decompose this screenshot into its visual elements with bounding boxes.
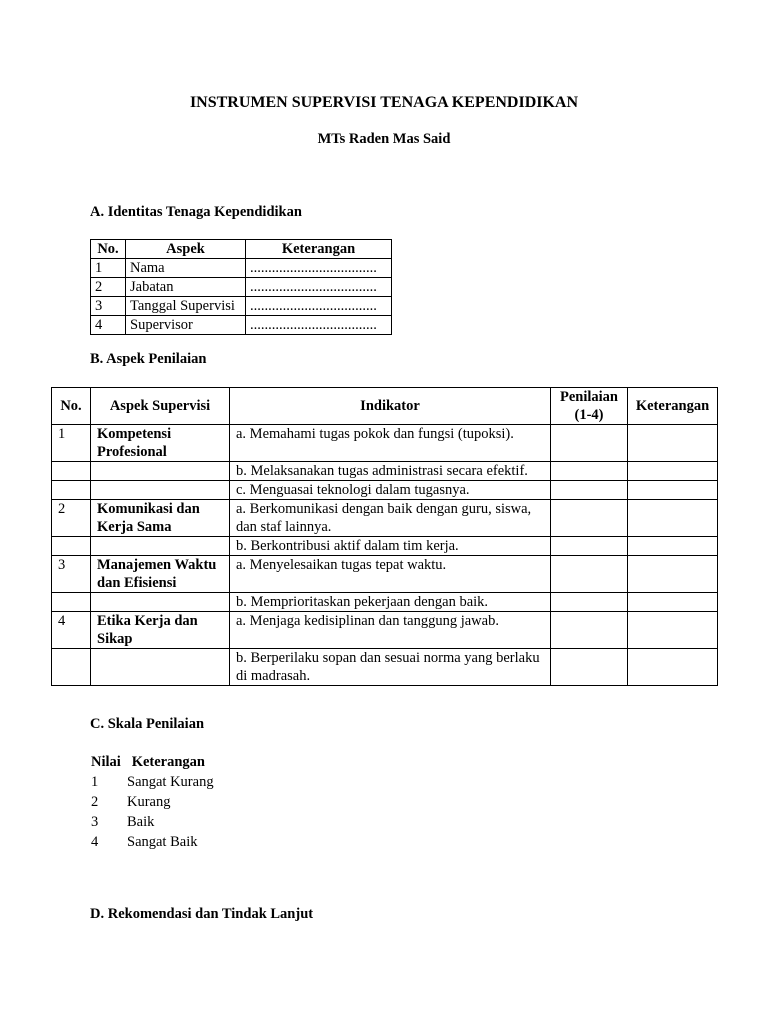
table-row [91, 259, 392, 278]
row-penilaian-cell[interactable] [551, 425, 628, 462]
table-row [52, 537, 718, 556]
scale-label: Sangat Kurang [127, 774, 214, 790]
row-indikator: b. Memprioritaskan pekerjaan dengan baik. [230, 593, 551, 612]
row-penilaian-cell[interactable] [551, 462, 628, 481]
table-row [52, 649, 718, 686]
row-no [52, 537, 91, 556]
row-keterangan-cell[interactable] [628, 593, 718, 612]
row-penilaian-cell[interactable] [551, 556, 628, 593]
row-penilaian-cell[interactable] [551, 612, 628, 649]
list-item [91, 792, 214, 812]
assessment-table [51, 387, 718, 686]
row-penilaian-cell[interactable] [551, 537, 628, 556]
row-keterangan[interactable]: ................................... [246, 259, 392, 278]
row-indikator: a. Menjaga kedisiplinan dan tanggung jawab. [230, 612, 551, 649]
scale-value: 2 [91, 794, 99, 810]
row-no [52, 462, 91, 481]
row-no: 4 [52, 612, 91, 649]
rating-scale [91, 752, 214, 852]
document-title: INSTRUMEN SUPERVISI TENAGA KEPENDIDIKAN [189, 94, 579, 111]
table-row [52, 500, 718, 537]
row-aspek [91, 593, 230, 612]
row-keterangan-cell[interactable] [628, 425, 718, 462]
row-aspek: Nama [126, 259, 246, 278]
row-indikator: b. Berperilaku sopan dan sesuai norma yang berlaku di madrasah. [230, 649, 551, 686]
row-no: 3 [91, 297, 126, 316]
row-keterangan-cell[interactable] [628, 481, 718, 500]
table-row [52, 425, 718, 462]
table-row [91, 316, 392, 335]
col-keterangan-header: Keterangan [246, 240, 392, 259]
row-no [52, 481, 91, 500]
col-no-header: No. [52, 388, 91, 425]
row-no: 2 [52, 500, 91, 537]
identity-table-header [91, 240, 392, 259]
row-penilaian-cell[interactable] [551, 593, 628, 612]
row-keterangan-cell[interactable] [628, 649, 718, 686]
scale-label: Sangat Baik [127, 834, 198, 850]
row-penilaian-cell[interactable] [551, 500, 628, 537]
row-keterangan[interactable]: ................................... [246, 278, 392, 297]
scale-label: Baik [127, 814, 155, 830]
identity-table [90, 239, 392, 335]
scale-nilai-header: Nilai [91, 754, 121, 770]
section-a-heading: A. Identitas Tenaga Kependidikan [90, 204, 302, 220]
table-row [52, 481, 718, 500]
row-indikator: b. Melaksanakan tugas administrasi secara efektif. [230, 462, 551, 481]
assessment-table-header [52, 388, 718, 425]
scale-keterangan-header: Keterangan [131, 754, 205, 770]
table-row [91, 278, 392, 297]
row-aspek [91, 462, 230, 481]
row-indikator: a. Berkomunikasi dengan baik dengan guru, siswa, dan staf lainnya. [230, 500, 551, 537]
document-subtitle: MTs Raden Mas Said [317, 131, 451, 147]
row-keterangan[interactable]: ................................... [246, 316, 392, 335]
list-item [91, 812, 214, 832]
section-d-heading: D. Rekomendasi dan Tindak Lanjut [90, 906, 314, 922]
col-aspek-header: Aspek Supervisi [91, 388, 230, 425]
rating-scale-header [91, 752, 214, 772]
row-aspek: Jabatan [126, 278, 246, 297]
row-no [52, 593, 91, 612]
row-keterangan-cell[interactable] [628, 612, 718, 649]
scale-value: 4 [91, 834, 99, 850]
list-item [91, 832, 214, 852]
col-penilaian-header: Penilaian (1-4) [551, 388, 628, 425]
col-no-header: No. [91, 240, 126, 259]
row-aspek: Kompetensi Profesional [91, 425, 230, 462]
row-no: 4 [91, 316, 126, 335]
row-keterangan-cell[interactable] [628, 537, 718, 556]
scale-value: 1 [91, 774, 99, 790]
col-keterangan-header: Keterangan [628, 388, 718, 425]
row-aspek: Tanggal Supervisi [126, 297, 246, 316]
row-no: 1 [91, 259, 126, 278]
list-item [91, 772, 214, 792]
row-indikator: b. Berkontribusi aktif dalam tim kerja. [230, 537, 551, 556]
row-keterangan-cell[interactable] [628, 500, 718, 537]
table-row [91, 297, 392, 316]
row-indikator: c. Menguasai teknologi dalam tugasnya. [230, 481, 551, 500]
section-b-heading: B. Aspek Penilaian [90, 351, 207, 367]
row-no: 2 [91, 278, 126, 297]
section-c-heading: C. Skala Penilaian [90, 716, 205, 732]
row-aspek: Komunikasi dan Kerja Sama [91, 500, 230, 537]
row-indikator: a. Memahami tugas pokok dan fungsi (tupoksi). [230, 425, 551, 462]
row-keterangan-cell[interactable] [628, 556, 718, 593]
row-penilaian-cell[interactable] [551, 649, 628, 686]
scale-value: 3 [91, 814, 99, 830]
row-no: 1 [52, 425, 91, 462]
row-penilaian-cell[interactable] [551, 481, 628, 500]
scale-label: Kurang [127, 794, 171, 810]
row-no: 3 [52, 556, 91, 593]
row-indikator: a. Menyelesaikan tugas tepat waktu. [230, 556, 551, 593]
col-indikator-header: Indikator [230, 388, 551, 425]
table-row [52, 462, 718, 481]
row-aspek: Etika Kerja dan Sikap [91, 612, 230, 649]
table-row [52, 612, 718, 649]
row-aspek: Manajemen Waktu dan Efisiensi [91, 556, 230, 593]
col-aspek-header: Aspek [126, 240, 246, 259]
table-row [52, 556, 718, 593]
row-keterangan[interactable]: ................................... [246, 297, 392, 316]
row-no [52, 649, 91, 686]
row-aspek [91, 649, 230, 686]
row-keterangan-cell[interactable] [628, 462, 718, 481]
row-aspek [91, 481, 230, 500]
table-row [52, 593, 718, 612]
row-aspek: Supervisor [126, 316, 246, 335]
row-aspek [91, 537, 230, 556]
